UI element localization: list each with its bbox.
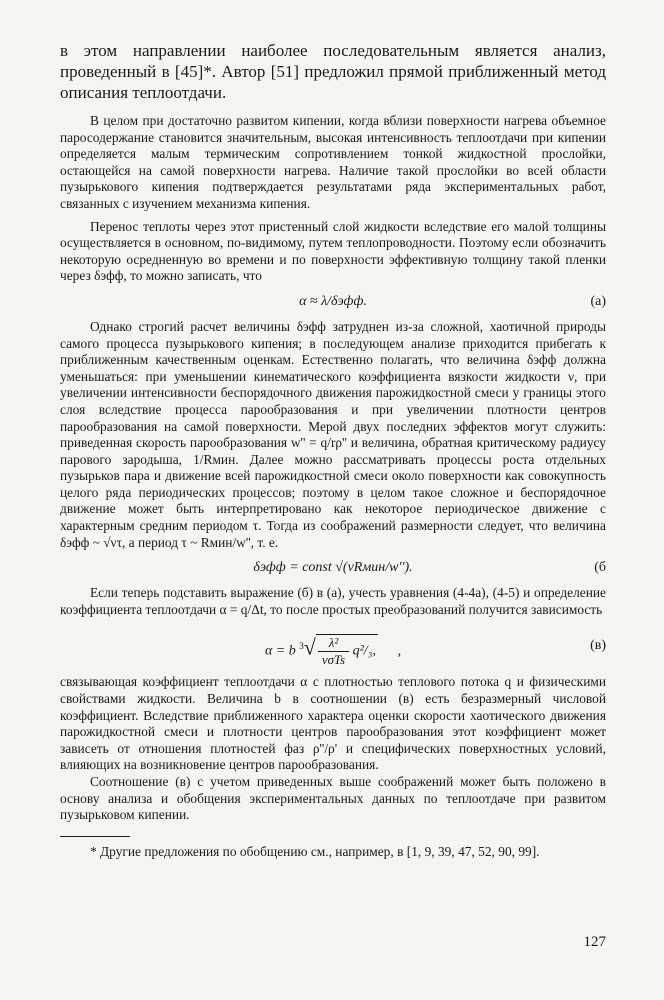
lead-paragraph: в этом направлении наиболее последовательным является анализ, проведенный в [45]*. Автор [51] предложил прямой приближенный метод описания теплоотдачи. <box>60 41 606 102</box>
equation-c-root-index: 3 <box>299 641 304 652</box>
paragraph-2: Перенос теплоты через этот пристенный слой жидкости вследствие его малой толщины осуществляется в основном, по-видимому, путем теплопроводности. Поэтому если обозначить некоторую осредненную во времени и по поверхности эффективную толщину такой пленки через δэфф, то можно записать, что <box>60 218 606 284</box>
paragraph-3: Однако строгий расчет величины δэфф затруднен из-за сложной, хаотичной природы самого процесса пузырькового кипения; в последующем анализе приходится прибегать к приближенным качественным оценкам. Естественно полагать, что величина δэфф должна уменьшаться: при уменьшении кинематического коэффициента вязкости жидкости ν, при увеличении интенсивности беспорядочного движения парожидкостной смеси у границы этого слоя вследствие процесса парообразования и при увеличении плотности центров парообразования на самой поверхности. Мерой двух последних эффектов могут служить: приведенная скорость парообразования w'' = q/rρ'' и величина, обратная критическому радиусу парового зародыша, 1/Rмин. Далее можно рассматривать процессы роста отдельных пузырьков пара и движение всей парожидкостной смеси около поверхности как совокупность целого ряда периодических процессов; поэтому в целом такое сложное и беспорядочное движение может быть интерпретировано как некоторое периодическое движение с характерным средним периодом τ. Тогда из соображений размерности следует, что величина δэфф ~ √ντ, а период τ ~ Rмин/w'', т. е. <box>60 318 606 550</box>
equation-a-expr: α ≈ λ/δэфф. <box>299 293 367 309</box>
equation-c-power: q²/₃, <box>352 644 377 660</box>
equation-b-number: (б <box>594 560 606 576</box>
equation-c-radicand <box>316 634 378 668</box>
equation-c-numerator: λ² <box>318 635 349 652</box>
footnote-divider <box>60 836 130 837</box>
equation-b-expr: δэфф = const √(νRмин/w''). <box>253 560 413 576</box>
equation-a-number: (а) <box>590 293 606 309</box>
footnote: * Другие предложения по обобщению см., например, в [1, 9, 39, 47, 52, 90, 99]. <box>90 843 540 859</box>
equation-c-number: (в) <box>590 638 606 654</box>
equation-c-denominator: νσTs <box>321 652 346 668</box>
equation-b <box>60 551 606 585</box>
equation-c-lhs: α = b <box>264 644 296 660</box>
paragraph-5: связывающая коэффициент теплоотдачи α с плотностью теплового потока q и физическими свойствами жидкости. Величина b в соотношении (в) есть безразмерный числовой коэффициент. Вследствие приближенного характера оценки скорости хаотического движения парожидкостной смеси и плотности центров парообразования этот коэффициент может зависеть от отношения плотностей фаз ρ''/ρ' и специфических поверхностных условий, влияющих на возникновение центров парообразования. <box>60 674 606 773</box>
paragraph-1: В целом при достаточно развитом кипении, когда вблизи поверхности нагрева объемное паросодержание становится значительным, высокая интенсивность теплоотдачи при кипении определяется малым термическим сопротивлением тонкой жидкостной прослойки, остающейся на самой поверхности нагрева. Наличие такой прослойки во всей области пузырькового кипения подтверждается результатами ряда экспериментальных работ, связанных с изучением механизма кипения. <box>60 113 606 211</box>
page-body <box>60 40 606 860</box>
paragraph-6: Соотношение (в) с учетом приведенных выше соображений может быть положено в основу анализа и обобщения экспериментальных данных по теплоотдаче при развитом пузырьковом кипении. <box>60 774 606 823</box>
equation-a <box>60 285 606 319</box>
equation-c: α = b $^3$√ $\frac{\text{λ²}}{\text{νσTs}}$ q²/₃, , (в) <box>60 618 606 674</box>
equation-c-comma: , <box>397 644 402 660</box>
paragraph-4: Если теперь подставить выражение (б) в (а), учесть уравнения (4-4а), (4-5) и определение коэффициента теплоотдачи α = q/Δt, то после простых преобразований получится зависимость <box>60 585 606 617</box>
page-number: 127 <box>583 934 606 950</box>
